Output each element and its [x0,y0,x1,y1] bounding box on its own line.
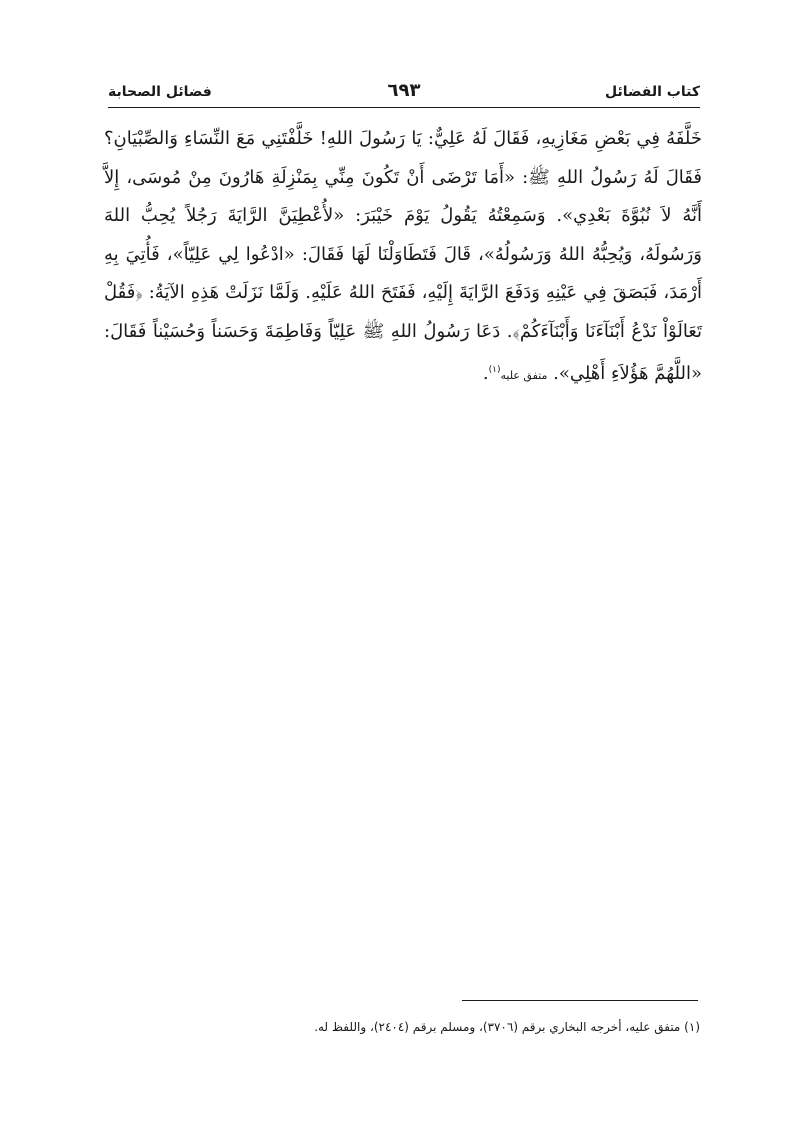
footnote-divider [462,1000,698,1001]
page-number: ٦٩٣ [387,80,421,101]
hadith-reference: متفق عليه [500,369,548,382]
header-divider [108,107,700,108]
footnote: (١) متفق عليه، أخرجه البخاري برقم (٣٧٠٦)، ومسلم برقم (٢٤٠٤)، واللفظ له. [314,1020,700,1034]
hadith-text-block: خَلَّفَهُ فِي بَعْضِ مَغَازِيهِ، فَقَالَ لَهُ عَلِيٌّ: يَا رَسُولَ اللهِ! خَلَّفْتَنِي مَعَ النِّسَاءِ وَالصِّبْيَانِ؟ فَقَالَ لَهُ رَسُولُ اللهِ ﷺ: «أَمَا تَرْضَى أَنْ تَكُونَ مِنِّي بِمَنْزِلَةِ هَارُونَ مِنْ مُوسَى، إِلاَّ أَنَّهُ لاَ نُبُوَّةَ بَعْدِي». وَسَمِعْتُهُ يَقُولُ يَوْمَ خَيْبَرَ: «لأُعْطِيَنَّ الرَّايَةَ رَجُلاً يُحِبُّ اللهَ وَرَسُولَهُ، وَيُحِبُّهُ اللهُ وَرَسُولُهُ»، قَالَ فَتَطَاوَلْنَا لَهَا فَقَالَ: «ادْعُوا لِي عَلِيّاً»، فَأُتِيَ بِهِ أَرْمَدَ، فَبَصَقَ فِي عَيْنِهِ وَدَفَعَ الرَّايَةَ إِلَيْهِ، فَفَتَحَ اللهُ عَلَيْهِ. وَلَمَّا نَزَلَتْ هَذِهِ الآيَةُ: ﴿فَقُلْ تَعَالَوْاْ نَدْعُ أَبْنَآءَنَا وَأَبْنَآءَكُمْ﴾. دَعَا رَسُولُ اللهِ ﷺ عَلِيّاً وَفَاطِمَةَ وَحَسَناً وَحُسَيْناً فَقَالَ: «اللَّهُمَّ هَؤُلاَءِ أَهْلِي». متفق عليه$^{(١)}$. [104,128,702,384]
footnote-marker: (١) [488,365,501,375]
hadith-text: خَلَّفَهُ فِي بَعْضِ مَغَازِيهِ، فَقَالَ لَهُ عَلِيٌّ: يَا رَسُولَ اللهِ! خَلَّفْتَنِي مَعَ النِّسَاءِ وَالصِّبْيَانِ؟ فَقَالَ لَهُ رَسُولُ اللهِ ﷺ: «أَمَا تَرْضَى أَنْ تَكُونَ مِنِّي بِمَنْزِلَةِ هَارُونَ مِنْ مُوسَى، إِلاَّ أَنَّهُ لاَ نُبُوَّةَ بَعْدِي». وَسَمِعْتُهُ يَقُولُ يَوْمَ خَيْبَرَ: «لأُعْطِيَنَّ الرَّايَةَ رَجُلاً يُحِبُّ اللهَ وَرَسُولَهُ، وَيُحِبُّهُ اللهُ وَرَسُولُهُ»، قَالَ فَتَطَاوَلْنَا لَهَا فَقَالَ: «ادْعُوا لِي عَلِيّاً»، فَأُتِيَ بِهِ أَرْمَدَ، فَبَصَقَ فِي عَيْنِهِ وَدَفَعَ الرَّايَةَ إِلَيْهِ، فَفَتَحَ اللهُ عَلَيْهِ. وَلَمَّا نَزَلَتْ هَذِهِ الآيَةُ: ﴿فَقُلْ تَعَالَوْاْ نَدْعُ أَبْنَآءَنَا وَأَبْنَآءَكُمْ﴾. دَعَا رَسُولُ اللهِ ﷺ عَلِيّاً وَفَاطِمَةَ وَحَسَناً وَحُسَيْناً فَقَالَ: «اللَّهُمَّ هَؤُلاَءِ أَهْلِي». [104,128,702,384]
chapter-title: فضائل الصحابة [108,84,212,100]
book-title: كتاب الفضائل [605,84,700,100]
running-header [108,80,700,106]
